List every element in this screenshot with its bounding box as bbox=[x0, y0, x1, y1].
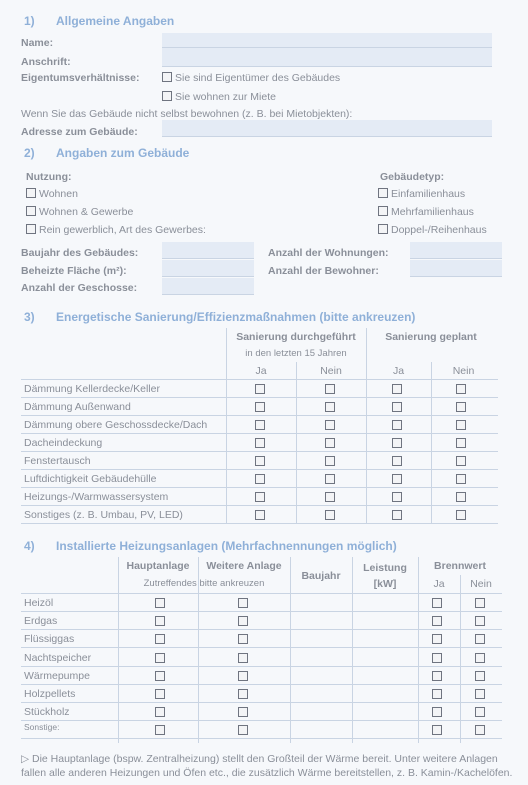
units-field[interactable] bbox=[410, 242, 502, 259]
ownership-label: Eigentumsverhältnisse: bbox=[21, 72, 140, 84]
checkbox[interactable] bbox=[162, 91, 172, 101]
heating-checkbox[interactable] bbox=[432, 671, 442, 681]
renovation-row-label: Fenstertausch bbox=[24, 455, 91, 467]
floors-field[interactable] bbox=[162, 278, 254, 295]
checkbox[interactable] bbox=[162, 72, 172, 82]
heating-checkbox[interactable] bbox=[432, 707, 442, 717]
renovation-checkbox[interactable] bbox=[255, 510, 265, 520]
heating-checkbox[interactable] bbox=[238, 671, 248, 681]
heating-checkbox[interactable] bbox=[475, 634, 485, 644]
table-line bbox=[21, 593, 502, 594]
heating-checkbox[interactable] bbox=[155, 725, 165, 735]
other-system-header: Weitere Anlage bbox=[206, 560, 282, 572]
renovation-row-label: Dacheindeckung bbox=[24, 437, 103, 449]
renovation-checkbox[interactable] bbox=[255, 384, 265, 394]
checkbox[interactable] bbox=[26, 224, 36, 234]
heating-checkbox[interactable] bbox=[155, 707, 165, 717]
checkbox[interactable] bbox=[378, 188, 388, 198]
type-option-multi[interactable]: Mehrfamilienhaus bbox=[378, 206, 474, 218]
heating-row-label: Flüssiggas bbox=[24, 633, 75, 645]
heating-row-label: Wärmepumpe bbox=[24, 670, 90, 682]
building-type-label: Gebäudetyp: bbox=[380, 171, 445, 183]
table-line bbox=[21, 666, 502, 667]
table-line bbox=[21, 647, 502, 648]
heating-checkbox[interactable] bbox=[432, 634, 442, 644]
renovation-checkbox[interactable] bbox=[255, 474, 265, 484]
renovation-checkbox[interactable] bbox=[255, 438, 265, 448]
renovation-checkbox[interactable] bbox=[392, 456, 402, 466]
table-line bbox=[21, 451, 498, 452]
heating-checkbox[interactable] bbox=[475, 689, 485, 699]
checkbox[interactable] bbox=[26, 188, 36, 198]
section-2-title: Angaben zum Gebäude bbox=[56, 146, 190, 160]
checkbox[interactable] bbox=[378, 206, 388, 216]
residents-field[interactable] bbox=[410, 260, 502, 277]
table-line bbox=[21, 684, 502, 685]
heated-area-label: Beheizte Fläche (m²): bbox=[21, 265, 127, 277]
power-header: Leistung bbox=[363, 562, 407, 574]
table-line bbox=[21, 629, 502, 630]
heating-year-power-cells[interactable] bbox=[291, 721, 418, 738]
heating-checkbox[interactable] bbox=[475, 598, 485, 608]
heating-checkbox[interactable] bbox=[155, 653, 165, 663]
heating-row-label: Nachtspeicher bbox=[24, 652, 92, 664]
renovation-checkbox[interactable] bbox=[392, 474, 402, 484]
renovation-checkbox[interactable] bbox=[456, 474, 466, 484]
heating-checkbox[interactable] bbox=[155, 689, 165, 699]
usage-option-mixed[interactable]: Wohnen & Gewerbe bbox=[26, 206, 133, 218]
heating-checkbox[interactable] bbox=[475, 653, 485, 663]
renovation-checkbox[interactable] bbox=[325, 510, 335, 520]
residents-label: Anzahl der Bewohner: bbox=[268, 265, 379, 277]
floors-label: Anzahl der Geschosse: bbox=[21, 282, 138, 294]
heating-checkbox[interactable] bbox=[238, 653, 248, 663]
renovation-row-label: Dämmung obere Geschossdecke/Dach bbox=[24, 419, 208, 431]
type-option-single[interactable]: Einfamilienhaus bbox=[378, 188, 465, 200]
usage-option-commercial[interactable]: Rein gewerblich, Art des Gewerbes: bbox=[26, 224, 206, 236]
renovation-checkbox[interactable] bbox=[325, 474, 335, 484]
heating-checkbox[interactable] bbox=[155, 634, 165, 644]
renovation-checkbox[interactable] bbox=[392, 492, 402, 502]
renovation-checkbox[interactable] bbox=[456, 492, 466, 502]
renovation-checkbox[interactable] bbox=[255, 456, 265, 466]
section-4-number: 4) bbox=[24, 539, 35, 553]
ownership-option-tenant[interactable]: Sie wohnen zur Miete bbox=[162, 91, 276, 103]
col-yes: Ja bbox=[392, 365, 405, 377]
renovation-checkbox[interactable] bbox=[456, 420, 466, 430]
address-field[interactable] bbox=[162, 52, 492, 67]
section-3-title: Energetische Sanierung/Effizienzmaßnahmen (bitte ankreuzen) bbox=[56, 310, 416, 324]
usage-label: Nutzung: bbox=[26, 171, 72, 183]
main-system-header: Hauptanlage bbox=[126, 560, 190, 572]
renovation-checkbox[interactable] bbox=[456, 510, 466, 520]
table-line bbox=[21, 702, 502, 703]
heating-checkbox[interactable] bbox=[155, 616, 165, 626]
renovation-row-label: Dämmung Außenwand bbox=[24, 401, 131, 413]
renovation-row-label: Luftdichtigkeit Gebäudehülle bbox=[24, 473, 157, 485]
table-line bbox=[21, 469, 498, 470]
col-no: Nein bbox=[320, 365, 342, 377]
section-2-number: 2) bbox=[24, 146, 35, 160]
check-applicable-note: Zutreffendes bitte ankreuzen bbox=[143, 578, 265, 589]
section-1-title: Allgemeine Angaben bbox=[56, 14, 175, 28]
table-line bbox=[21, 487, 498, 488]
renovation-checkbox[interactable] bbox=[392, 420, 402, 430]
renovation-checkbox[interactable] bbox=[325, 438, 335, 448]
building-address-field[interactable] bbox=[162, 120, 492, 137]
renovation-row-label: Dämmung Kellerdecke/Keller bbox=[24, 383, 160, 395]
heating-checkbox[interactable] bbox=[238, 598, 248, 608]
renovation-checkbox[interactable] bbox=[255, 402, 265, 412]
heating-checkbox[interactable] bbox=[238, 725, 248, 735]
renovation-checkbox[interactable] bbox=[392, 384, 402, 394]
renovation-checkbox[interactable] bbox=[456, 384, 466, 394]
table-line bbox=[21, 505, 498, 506]
heating-checkbox[interactable] bbox=[238, 707, 248, 717]
table-line bbox=[21, 379, 498, 380]
heating-year-power-cells[interactable] bbox=[291, 685, 418, 702]
renovation-checkbox[interactable] bbox=[325, 420, 335, 430]
heating-year-power-cells[interactable] bbox=[291, 594, 418, 611]
usage-option-residential[interactable]: Wohnen bbox=[26, 188, 78, 200]
renovation-checkbox[interactable] bbox=[392, 510, 402, 520]
footnote-line-1: ▷ Die Hauptanlage (bspw. Zentralheizung) stellt den Großteil der Wärme bereit. Unter weitere Anlagen bbox=[21, 753, 498, 765]
renovation-checkbox[interactable] bbox=[456, 438, 466, 448]
renovation-planned-header: Sanierung geplant bbox=[385, 331, 477, 343]
units-label: Anzahl der Wohnungen: bbox=[268, 247, 389, 259]
heating-checkbox[interactable] bbox=[238, 689, 248, 699]
section-1-number: 1) bbox=[24, 14, 35, 28]
table-divider bbox=[296, 362, 297, 524]
renovation-done-header: Sanierung durchgeführt bbox=[236, 331, 356, 343]
renovation-checkbox[interactable] bbox=[325, 402, 335, 412]
table-divider bbox=[460, 575, 461, 743]
non-resident-note: Wenn Sie das Gebäude nicht selbst bewohnen (z. B. bei Mietobjekten): bbox=[21, 108, 353, 120]
table-divider bbox=[366, 328, 367, 524]
heated-area-field[interactable] bbox=[162, 260, 254, 277]
heating-checkbox[interactable] bbox=[432, 689, 442, 699]
heating-checkbox[interactable] bbox=[432, 653, 442, 663]
renovation-row-label: Sonstiges (z. B. Umbau, PV, LED) bbox=[24, 509, 183, 521]
heating-year-power-cells[interactable] bbox=[291, 612, 418, 629]
heating-checkbox[interactable] bbox=[432, 725, 442, 735]
col-yes: Ja bbox=[255, 365, 267, 377]
col-no: Nein bbox=[452, 365, 475, 377]
heating-year-power-cells[interactable] bbox=[291, 667, 418, 684]
heating-row-label: Stückholz bbox=[24, 706, 70, 718]
renovation-done-subheader: in den letzten 15 Jahren bbox=[245, 348, 347, 359]
renovation-checkbox[interactable] bbox=[255, 492, 265, 502]
section-3-number: 3) bbox=[24, 310, 35, 324]
heating-checkbox[interactable] bbox=[155, 671, 165, 681]
name-field[interactable] bbox=[162, 33, 492, 48]
condensing-header: Brennwert bbox=[434, 560, 486, 572]
table-line bbox=[21, 415, 498, 416]
heating-checkbox[interactable] bbox=[432, 616, 442, 626]
table-line bbox=[21, 433, 498, 434]
table-line bbox=[21, 738, 502, 739]
checkbox[interactable] bbox=[26, 206, 36, 216]
renovation-checkbox[interactable] bbox=[255, 420, 265, 430]
heating-row-label: Holzpellets bbox=[24, 688, 76, 700]
renovation-checkbox[interactable] bbox=[392, 438, 402, 448]
heating-year-power-cells[interactable] bbox=[291, 703, 418, 720]
address-label: Anschrift: bbox=[21, 56, 71, 68]
heating-year-power-cells[interactable] bbox=[291, 649, 418, 666]
name-label: Name: bbox=[21, 37, 54, 49]
renovation-checkbox[interactable] bbox=[325, 492, 335, 502]
year-header: Baujahr bbox=[301, 570, 341, 582]
year-built-label: Baujahr des Gebäudes: bbox=[21, 247, 139, 259]
section-4-title: Installierte Heizungsanlagen (Mehrfachnennungen möglich) bbox=[56, 539, 397, 553]
heating-checkbox[interactable] bbox=[155, 598, 165, 608]
renovation-checkbox[interactable] bbox=[456, 456, 466, 466]
checkbox[interactable] bbox=[378, 224, 388, 234]
heating-other-label: Sonstige: bbox=[24, 722, 60, 732]
footnote-line-2: fallen alle anderen Heizungen und Öfen etc., die zusätzlich Wärme bereitstellen, z. B. Kamin-/Kachelöfen. bbox=[21, 767, 513, 779]
heating-checkbox[interactable] bbox=[432, 598, 442, 608]
renovation-checkbox[interactable] bbox=[392, 402, 402, 412]
heating-row-label: Erdgas bbox=[24, 615, 58, 627]
col-no: Nein bbox=[470, 578, 492, 590]
building-address-label: Adresse zum Gebäude: bbox=[21, 126, 138, 138]
table-line bbox=[21, 523, 498, 524]
table-line bbox=[21, 397, 498, 398]
renovation-checkbox[interactable] bbox=[325, 384, 335, 394]
heating-checkbox[interactable] bbox=[475, 671, 485, 681]
table-line bbox=[21, 720, 502, 721]
type-option-semi[interactable]: Doppel-/Reihenhaus bbox=[378, 224, 487, 236]
heating-checkbox[interactable] bbox=[238, 634, 248, 644]
col-yes: Ja bbox=[433, 578, 445, 590]
ownership-option-owner[interactable]: Sie sind Eigentümer des Gebäudes bbox=[162, 72, 340, 84]
heating-checkbox[interactable] bbox=[475, 616, 485, 626]
table-line bbox=[21, 611, 502, 612]
renovation-row-label: Heizungs-/Warmwassersystem bbox=[24, 491, 169, 503]
heating-checkbox[interactable] bbox=[475, 707, 485, 717]
table-divider bbox=[431, 362, 432, 524]
renovation-checkbox[interactable] bbox=[325, 456, 335, 466]
year-built-field[interactable] bbox=[162, 242, 254, 259]
renovation-checkbox[interactable] bbox=[456, 402, 466, 412]
heating-checkbox[interactable] bbox=[238, 616, 248, 626]
heating-checkbox[interactable] bbox=[475, 725, 485, 735]
heating-year-power-cells[interactable] bbox=[291, 630, 418, 647]
power-unit-header: [kW] bbox=[373, 578, 397, 590]
heating-row-label: Heizöl bbox=[24, 597, 54, 609]
